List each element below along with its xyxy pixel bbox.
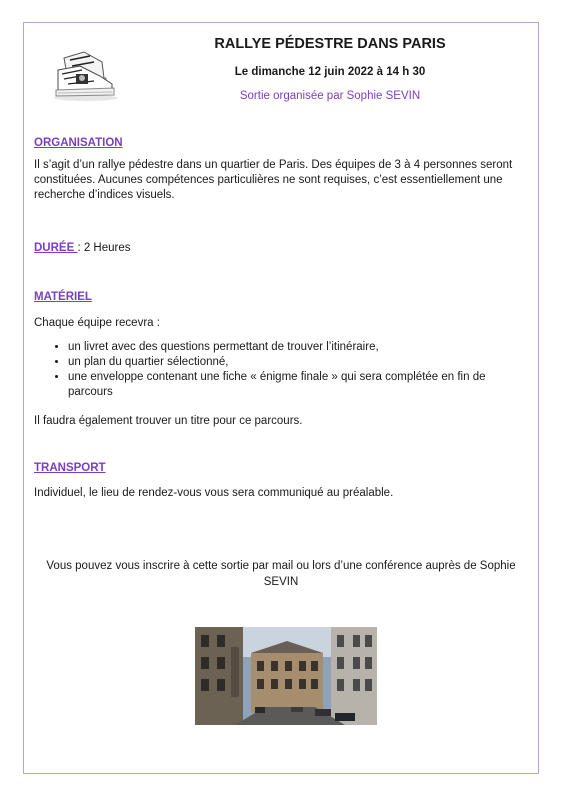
event-date: Le dimanche 12 juin 2022 à 14 h 30: [234, 66, 426, 78]
inscription-note: Vous pouvez vous inscrire à cette sortie par mail ou lors d’une conférence auprès de Sophie SEVIN: [46, 560, 516, 588]
duree-line: [34, 241, 534, 256]
sneakers-image: [50, 44, 122, 102]
materiel-outro: Il faudra également trouver un titre pour ce parcours.: [34, 415, 303, 427]
organisation-text: Il s’agit d’un rallye pédestre dans un quartier de Paris. Des équipes de 3 à 4 personnes seront constituées. Aucunes compétences particulières ne sont requises, c’est essentiellement une recherche d’indices visuels.: [34, 159, 513, 201]
transport-heading: TRANSPORT: [34, 462, 106, 474]
materiel-heading: MATÉRIEL: [34, 291, 92, 303]
paris-street-photo: [195, 627, 377, 725]
list-item: • un livret avec des questions permettant de trouver l’itinéraire,: [68, 340, 564, 355]
duree-heading: DURÉE: [34, 242, 78, 254]
list-item: • une enveloppe contenant une fiche « énigme finale » qui sera complétée en fin de parcours: [68, 370, 518, 400]
organisation-heading: ORGANISATION: [34, 137, 123, 149]
materiel-list: [34, 340, 564, 400]
organizer-line: Sortie organisée par Sophie SEVIN: [239, 90, 421, 102]
page-title: RALLYE PÉDESTRE DANS PARIS: [214, 36, 446, 52]
list-item: • un plan du quartier sélectionné,: [68, 355, 564, 370]
duree-value: : 2 Heures: [77, 242, 131, 254]
transport-text: Individuel, le lieu de rendez-vous vous sera communiqué au préalable.: [34, 487, 394, 499]
materiel-intro: Chaque équipe recevra :: [34, 317, 160, 329]
